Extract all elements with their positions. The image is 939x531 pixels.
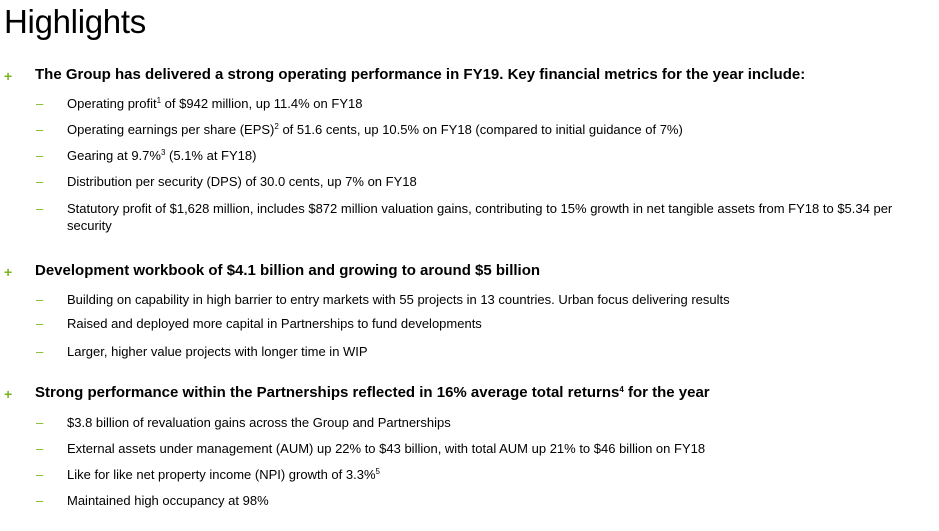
list-item: Maintained high occupancy at 98% [67,493,269,508]
dash-bullet-icon: – [36,316,44,331]
dash-bullet-icon: – [36,467,44,482]
list-item: $3.8 billion of revaluation gains across the Group and Partnerships [67,415,451,430]
dash-bullet-icon: – [36,96,44,111]
page-title: Highlights [4,3,146,40]
plus-bullet-icon: + [4,264,13,280]
list-item: Building on capability in high barrier to entry markets with 55 projects in 13 countries. Urban focus delivering results [67,292,730,307]
plus-bullet-icon: + [4,386,13,402]
section-heading-partnerships: Strong performance within the Partnerships reflected in 16% average total returns$^4$ for the year [35,384,710,401]
list-item: Operating earnings per share (EPS)$^2$ of 51.6 cents, up 10.5% on FY18 (compared to initial guidance of 7%) [67,122,683,137]
list-item: Like for like net property income (NPI) growth of 3.3%$^5$ [67,467,380,482]
list-item: Statutory profit of $1,628 million, includes $872 million valuation gains, contributing to 15% growth in net tangible assets from FY18 to $5.34 per security [67,201,893,233]
list-item: Larger, higher value projects with longer time in WIP [67,344,368,359]
dash-bullet-icon: – [36,292,44,307]
dash-bullet-icon: – [36,122,44,137]
dash-bullet-icon: – [36,201,44,216]
plus-bullet-icon: + [4,68,13,84]
list-item: Gearing at 9.7%$^3$ (5.1% at FY18) [67,148,257,163]
section-heading-development: Development workbook of $4.1 billion and growing to around $5 billion [35,262,541,279]
list-item: Raised and deployed more capital in Partnerships to fund developments [67,316,482,331]
list-item: External assets under management (AUM) up 22% to $43 billion, with total AUM up 21% to $46 billion on FY18 [67,441,706,456]
dash-bullet-icon: – [36,148,44,163]
dash-bullet-icon: – [36,493,44,508]
dash-bullet-icon: – [36,344,44,359]
dash-bullet-icon: – [36,174,44,189]
section-heading-performance: The Group has delivered a strong operating performance in FY19. Key financial metrics for the year include: [35,66,806,83]
dash-bullet-icon: – [36,441,44,456]
list-item: Distribution per security (DPS) of 30.0 cents, up 7% on FY18 [67,174,417,189]
list-item: Operating profit$^1$ of $942 million, up 11.4% on FY18 [67,96,363,111]
dash-bullet-icon: – [36,415,44,430]
